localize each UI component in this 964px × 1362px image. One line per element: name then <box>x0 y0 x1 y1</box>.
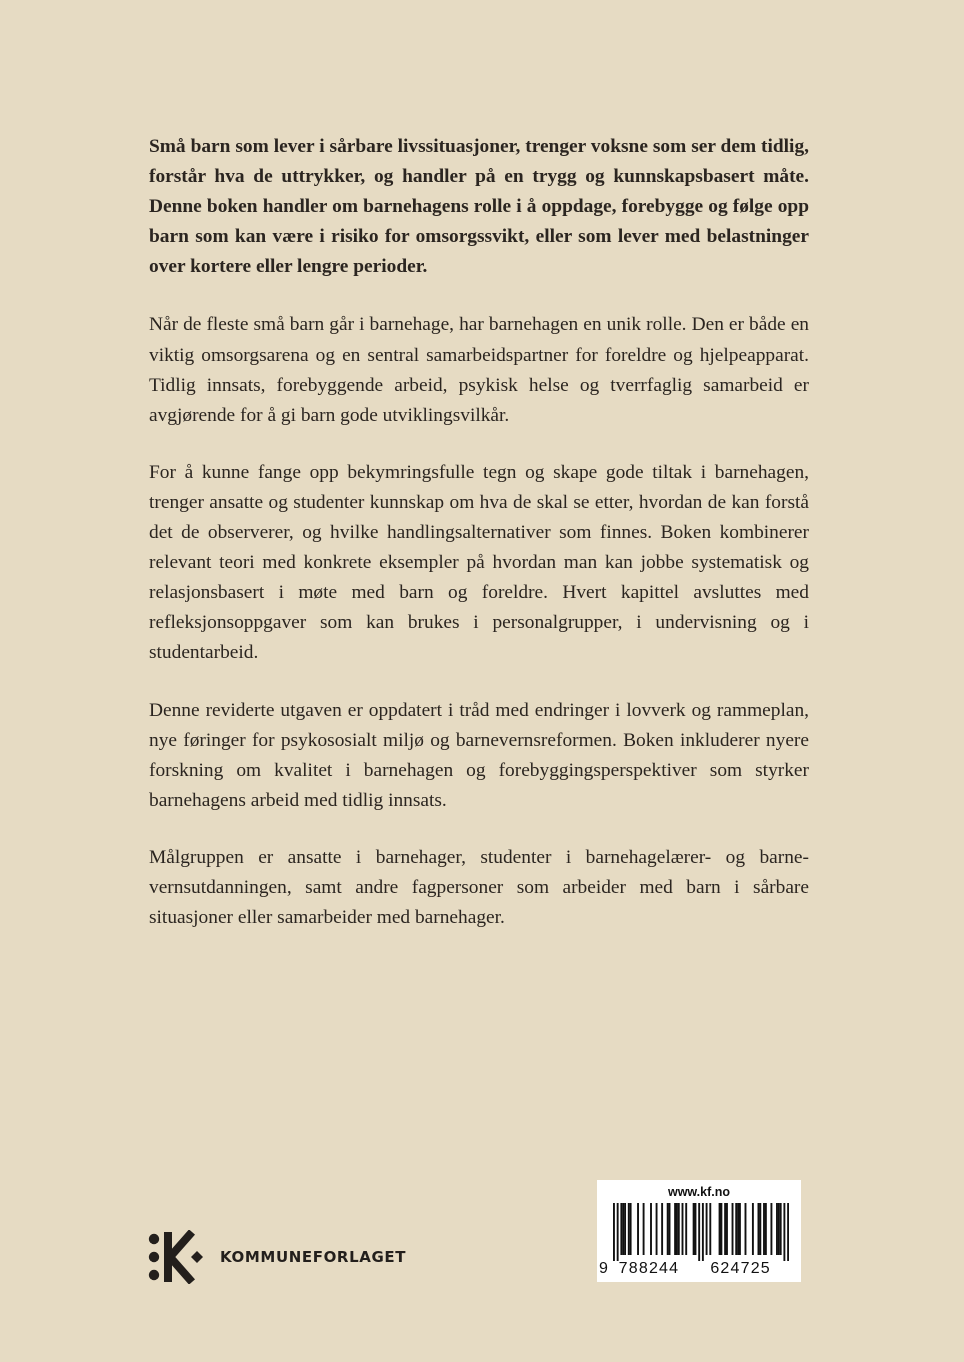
isbn-group-1: 788244 <box>618 1260 680 1277</box>
barcode-bar <box>682 1203 684 1255</box>
barcode-bar <box>656 1203 658 1255</box>
barcode-bar <box>765 1203 767 1255</box>
barcode-bar <box>613 1203 615 1261</box>
barcode-bar <box>622 1203 624 1255</box>
barcode-bar <box>617 1203 619 1261</box>
barcode-bar <box>669 1203 671 1255</box>
barcode-bar <box>676 1203 678 1255</box>
barcode-bar <box>780 1203 782 1255</box>
barcode-bar <box>720 1203 722 1255</box>
barcode-bar <box>759 1203 761 1255</box>
barcode-bar <box>752 1203 754 1255</box>
barcode-bar <box>776 1203 778 1255</box>
barcode-bar <box>787 1203 789 1261</box>
barcode-bar <box>732 1203 734 1255</box>
publisher-logo <box>148 1230 406 1284</box>
barcode-bar <box>628 1203 630 1255</box>
barcode-bar <box>620 1203 622 1255</box>
barcode-bar <box>745 1203 747 1255</box>
back-cover-description <box>149 132 809 960</box>
barcode-bar <box>783 1203 785 1261</box>
barcode-bar <box>695 1203 697 1255</box>
barcode-bar <box>735 1203 737 1255</box>
body-paragraph-3: Denne reviderte utgaven er oppdatert i tråd med endringer i lovverk og rammeplan, nye føringer for psykososialt miljø og barnevernsreformen. Boken inkluderer nyere forskning om kvalitet i barnehagen og forebyggingsperspektiver som styrker barnehagens arbeid med tidlig innsats. <box>149 699 809 811</box>
barcode-bar <box>661 1203 663 1255</box>
isbn-barcode <box>597 1180 801 1282</box>
barcode-bar <box>637 1203 639 1255</box>
isbn-group-2: 624725 <box>710 1260 771 1277</box>
barcode-bar <box>758 1203 760 1255</box>
lead-paragraph: Små barn som lever i sårbare livssituasjoner, trenger voksne som ser dem tidlig, forstår hva de uttrykker, og handler på en trygg og kunnskapsbasert måte. Denne boken handler om barnehagens rolle i å oppdage, forebygge og følge opp barn som kan være i risiko for omsorgssvikt, eller som lever med belastninger over kortere eller lengre perioder. <box>149 136 809 278</box>
barcode-bar <box>726 1203 728 1255</box>
barcode-bar <box>650 1203 652 1255</box>
barcode-bar <box>737 1203 739 1255</box>
barcode-bar <box>693 1203 695 1255</box>
barcode-bar <box>719 1203 721 1255</box>
barcode-bar <box>643 1203 645 1255</box>
body-paragraph-4: Målgruppen er ansatte i barnehager, studenter i barnehagelærer- og barnevernsutdanningen, samt andre fagpersoner som arbeider med barn i sårbare situasjoner eller samarbeider med barnehager. <box>149 846 809 929</box>
barcode-bar <box>702 1203 704 1261</box>
barcode-bar <box>709 1203 711 1255</box>
barcode-bar <box>630 1203 632 1255</box>
publisher-name: KOMMUNEFORLAGET <box>220 1248 407 1266</box>
barcode-bar <box>770 1203 772 1255</box>
publisher-url: www.kf.no <box>667 1185 731 1199</box>
isbn-first-digit: 9 <box>599 1260 610 1277</box>
barcode-bar <box>706 1203 708 1255</box>
barcode-bar <box>667 1203 669 1255</box>
barcode-bar <box>674 1203 676 1255</box>
barcode-bar <box>739 1203 741 1255</box>
barcode-bar <box>724 1203 726 1255</box>
body-paragraph-1: Når de fleste små barn går i barnehage, har barnehagen en unik rolle. Den er både en viktig omsorgsarena og en sentral samarbeidspartner for foreldre og hjelpeapparat. Tidlig innsats, forebyggende arbeid, psykisk helse og tverrfaglig samarbeid er avgjørende for å gi barn gode utviklingsvilkår. <box>149 314 809 426</box>
barcode-bar <box>678 1203 680 1255</box>
barcode-bar <box>624 1203 626 1255</box>
barcode-bar <box>685 1203 687 1255</box>
barcode-bars <box>613 1203 789 1261</box>
kommuneforlaget-logo-icon <box>148 1230 206 1284</box>
isbn-digits <box>599 1260 799 1278</box>
barcode-bar <box>763 1203 765 1255</box>
body-paragraph-2: For å kunne fange opp bekymringsfulle tegn og skape gode tiltak i barnehagen, trenger ansatte og studenter kunnskap om hva de skal se etter, hvordan de kan forstå det de observerer, og hvilke handlingsalternativer som finnes. Boken kombinerer relevant teori med konkrete eksempler på hvordan man kan jobbe systematisk og relasjonsbasert i møte med barn og foreldre. Hvert kapittel avsluttes med refleksjonsoppgaver som kan brukes i personalgrupper, i undervisning og i studentarbeid. <box>149 461 809 664</box>
barcode-bar <box>778 1203 780 1255</box>
barcode-bar <box>698 1203 700 1261</box>
